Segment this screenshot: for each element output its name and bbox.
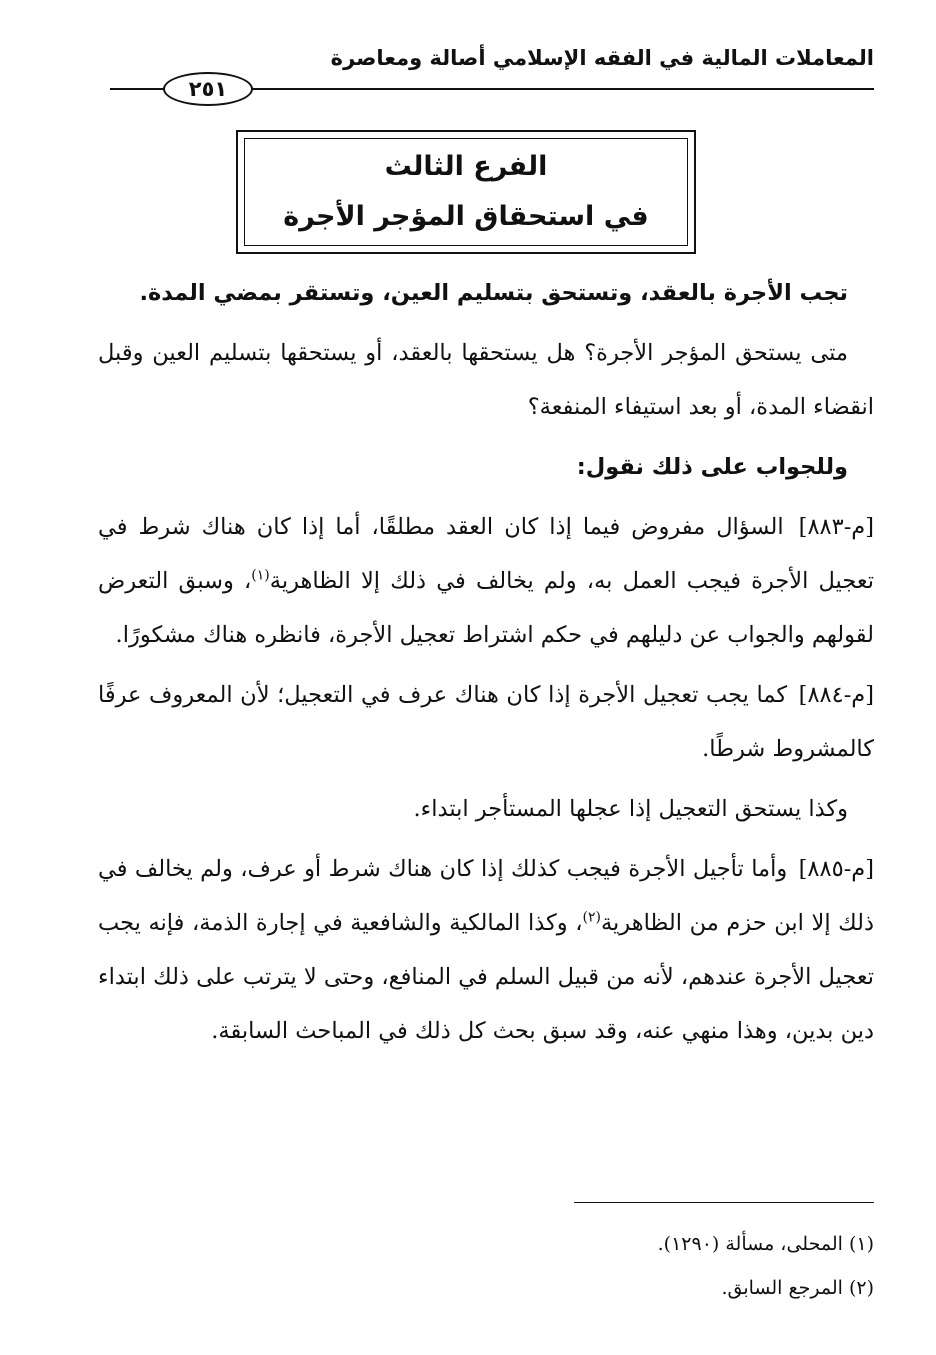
footnote-1-text: المحلى، مسألة (١٢٩٠). bbox=[657, 1233, 843, 1255]
paragraph-m884 bbox=[98, 668, 874, 776]
footnote-2-text: المرجع السابق. bbox=[721, 1277, 843, 1299]
answer-intro: وللجواب على ذلك نقول: bbox=[576, 454, 848, 480]
also-paragraph: وكذا يستحق التعجيل إذا عجلها المستأجر ابتداء. bbox=[413, 796, 848, 822]
rule-statement: تجب الأجرة بالعقد، وتستحق بتسليم العين، وتستقر بمضي المدة. bbox=[139, 280, 848, 306]
running-title: المعاملات المالية في الفقه الإسلامي أصالة ومعاصرة bbox=[330, 46, 874, 70]
m884-text: كما يجب تعجيل الأجرة إذا كان هناك عرف في التعجيل؛ لأن المعروف عرفًا كالمشروط شرطًا. bbox=[98, 682, 874, 762]
m883-text-b: ، وسبق التعرض لقولهم والجواب عن دليلهم في حكم اشتراط تعجيل الأجرة، فانظره هناك مشكورًا. bbox=[98, 568, 874, 648]
section-title-frame bbox=[244, 138, 688, 246]
body-text bbox=[98, 266, 874, 1064]
page-number: ٢٥١ bbox=[163, 72, 253, 106]
footnotes bbox=[98, 1222, 874, 1310]
issue-number-883: [م-٨٨٣] bbox=[798, 514, 875, 540]
paragraph-m885 bbox=[98, 842, 874, 1058]
footnote-1 bbox=[98, 1222, 874, 1266]
footnote-2 bbox=[98, 1266, 874, 1310]
issue-number-884: [م-٨٨٤] bbox=[798, 682, 875, 708]
section-title-line2: في استحقاق المؤجر الأجرة bbox=[283, 201, 649, 232]
paragraph-m883 bbox=[98, 500, 874, 662]
footnote-1-number: (١) bbox=[848, 1233, 874, 1255]
footnote-ref-2[interactable]: (٢) bbox=[582, 909, 601, 926]
m883-text-a: السؤال مفروض فيما إذا كان العقد مطلقًا، أما إذا كان هناك شرط في تعجيل الأجرة فيجب العمل به، ولم يخالف في ذلك إلا الظاهرية bbox=[98, 514, 874, 594]
m885-text-b: ، وكذا المالكية والشافعية في إجارة الذمة، فإنه يجب تعجيل الأجرة عندهم، لأنه من قبيل السلم في المنافع، وحتى لا يترتب على ذلك ابتداء دين بدين، وهذا منهي عنه، وقد سبق بحث كل ذلك في المباحث السابقة. bbox=[98, 910, 874, 1044]
question-paragraph: متى يستحق المؤجر الأجرة؟ هل يستحقها بالعقد، أو يستحقها بتسليم العين وقبل انقضاء المدة، أو بعد استيفاء المنفعة؟ bbox=[98, 340, 874, 420]
footnote-ref-1[interactable]: (١) bbox=[251, 567, 270, 584]
footnote-2-number: (٢) bbox=[848, 1277, 874, 1299]
m885-text-a: وأما تأجيل الأجرة فيجب كذلك إذا كان هناك شرط أو عرف، ولم يخالف في ذلك إلا ابن حزم من الظاهرية bbox=[98, 856, 875, 936]
footnote-separator bbox=[574, 1202, 874, 1203]
section-title-line1: الفرع الثالث bbox=[384, 151, 548, 182]
issue-number-885: [م-٨٨٥] bbox=[798, 856, 874, 882]
section-title-box bbox=[236, 130, 696, 254]
